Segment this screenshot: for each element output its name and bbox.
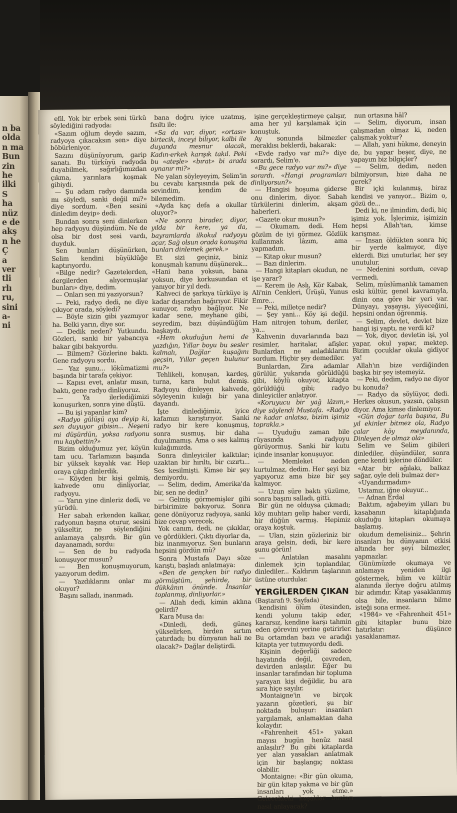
- paragraph: İşte dinlediğimiz, iyice kafamızı karıştırıyor. Sanki radyo bir kere konuşmuş, sonra susmuş, bir daha duyulmamış. Ama o ses kalmış kulağımızda.: [153, 407, 250, 453]
- paragraph: — Kapısı evet, anlatır mısın, baktı, gene radyo dinliyoruz.: [52, 379, 149, 395]
- left-page-fragment: ver: [2, 264, 16, 274]
- paragraph: — Ya ilerlediğimizi konuşurken, sonra yine düştü.: [53, 393, 150, 410]
- left-page-fragment: S: [2, 188, 8, 199]
- left-page-fragment: ilki: [2, 179, 16, 190]
- paragraph: — Onları sen mi yazıyorsun?: [55, 291, 143, 300]
- left-page-fragment: akş: [2, 226, 17, 237]
- paragraph: Bundan sonra seni dinlerken hep radyoyu düşündüm. Ne de olsa bir dost sesi vardı, duyduk.: [51, 217, 148, 248]
- paragraph: — Nedenini sordum, cevap vermedi.: [351, 265, 448, 282]
- left-page-fragment: a-: [2, 311, 11, 321]
- paragraph: — Dedik neden? Yutkundu. Gözleri, sanki bir yabancıya bakar gibi bakıyordu.: [52, 327, 149, 351]
- paragraph: — Bazı dinlerim.: [255, 260, 307, 268]
- left-page-fragment: rlı: [2, 282, 12, 293]
- paragraph: — Şey yani... Köy işi değil. Ham nitrojen tohum, deriler, ya...: [252, 311, 349, 334]
- paragraph: «Ben de gençken bir radyo görmüştüm, şehirde, bir dükkânın önünde. İnsanlar toplanmış, dinliyorlar.»: [154, 569, 252, 600]
- paragraph: okudum demelisiniz... Şehrin insanları bu dünyanın etkisi altında her şeyi bilmezler, yapmazlar.: [354, 530, 451, 561]
- paragraph: — Sen de bu radyoda konuşuyor musun?: [54, 548, 151, 564]
- left-page-fragment: n ba: [2, 123, 21, 133]
- paragraph: «1984» ve «Fahrenheit 451» gibi kitaplar bunu bize hatırlatır: düşünce yasaklanamaz.: [355, 611, 452, 642]
- left-page-fragment: Ç: [2, 245, 9, 256]
- text-column-4: [350, 112, 453, 795]
- left-page-fragment: olda: [2, 132, 21, 143]
- paragraph: — Memleket neden kurtulmaz, dedim. Her şeyi biz yapıyoruz ama bize bir şey kalmıyor.: [253, 457, 350, 488]
- paragraph: nun ortasına hâl?: [354, 112, 408, 120]
- paragraph: Et sizi geçiniz, biniz konuşmalı kanunu düşünerek... «Hani bana yoksun, bana yoksun, diye korkusundan et yanıyor bir yıl dedi.: [151, 253, 248, 291]
- paragraph: Selim, müslümanlık tamamen eski kültür, genel kavramıyla, dinin ona göre bir yeri var. Dünyayı, yaşayışı, yiyeceğini, hepsini ondan öğrenmiş.: [351, 280, 449, 319]
- magazine-page: [38, 106, 457, 811]
- left-page-edge: [0, 96, 28, 800]
- paragraph: — Hangi kitapları okudun, ne işe yarar?: [251, 266, 348, 283]
- paragraph: «Ne sonra birader, diyor, yılda bir kere, ya da, bayramlarda ilkokul radyoyu açar, Sağ olsun orada konuşma bunları dinlemek gerek.»: [151, 216, 248, 255]
- paragraph: — Bu işi yapanlar kim?: [57, 408, 128, 417]
- paragraph: — Bilmem? Gözlerine baktı. Gene radyoyu sordu.: [52, 349, 149, 366]
- paragraph: — Peki, radyo dedi, ne diye çıkıyor orada, söyledi?: [52, 298, 149, 314]
- paragraph: — Kerem ile Aslı, Kör Kabak, Ali'nin Cenkleri, Ürüşü, Yunus Emre...: [251, 281, 348, 305]
- paragraph: — Ben konuşmuyorum, yazıyorum dedim.: [54, 562, 151, 579]
- paragraph: «Uyandırmadım»: [357, 479, 412, 487]
- paragraph: — Radyo da söylüyor, dedi. Herkes okusun, yazsın, çalışsın diyor. Ama kimse dinlemiyor.: [353, 390, 450, 414]
- left-page-fragment: e de: [2, 217, 20, 227]
- paragraph: Selim ve Selim gibileri dinlediler, düşündüler, sonra gene kendi işlerine döndüler.: [353, 442, 450, 465]
- left-page-fragment: nüz: [2, 207, 18, 218]
- paragraph: «Ayda kaç defa a okullar oluyor?»: [151, 201, 248, 218]
- paragraph: Kişinin değerliği sadece hayatında değil, çevreden, devirden anlaşılır. Eğer bu insanlar tarafından bir topluma yarayan kişi değildir, bu ara sıra hiçe sayılır.: [255, 648, 353, 693]
- paragraph: — Yaz şunu... lökümatizmi başında bir tarafa çekiyor.: [52, 364, 149, 380]
- paragraph: Sonra Mustafa Dayı söze karıştı, başladı anlatmaya:: [154, 554, 251, 570]
- paragraph: «Sazım oğlum deyde sazım, radyoya çıkacaksın sen» diye böbürleniyor.: [50, 129, 147, 153]
- paragraph: — Yok, diyor, devletin işi, yol yapar, okul yapar, mektep. Bizim çocuklar okula gidiyor ya!: [352, 332, 449, 363]
- paragraph: Ustamız, iğne okuyur...: [357, 486, 429, 495]
- paragraph: — Allah, yani hükme, deneyin de, bu yapar beşer, diye, ne yapayım biz bilgiçler?: [350, 141, 447, 164]
- paragraph: — Anlatılan masalını dinlemek için toplandılar, dinlediler... Kaldırım taşlarının üstüne oturdular.: [254, 553, 351, 584]
- paragraph: Bizim olduğumuz yer, köyün tam ucu. Tarlamızın başında bir yüksek kayalık var. Hep oraya çıkıp dinlerdik.: [53, 445, 150, 476]
- paragraph: — Selim, diyorum, insan çalışmadan olmaz ki, neden çalışmak yoktur?: [350, 119, 447, 142]
- paragraph: — Kitap okur musun?: [255, 252, 322, 261]
- paragraph: Kahveci de şarkıya türküye iş kadar dışarıdan bağırıyor. Fikir sunuyor, radyo bağlıyor. Ne kadar sene, meyhane gibi, seyredim, bazı düşündüğüm başkaydı.: [151, 290, 249, 335]
- paragraph: «Gün doğar tarla başına, Bu yıl ekinler bitmez ola, Radyo çalar köy meydanında, Dinleyen de olmaz ola»: [353, 412, 450, 443]
- paragraph: — Böyle sizin gibi yazmıyor ha. Belki yarın, diye sor.: [52, 313, 149, 329]
- text-column-2: [150, 114, 253, 797]
- paragraph: «Sa da var, diyor, «ortası» birtecik, inceyi biliyor, kalbi ile duyanda mesnur olacak, Kadın-erkek karışık takıl. Peki bu «ateşle» «bırat» bi arada oynanır mi?»: [150, 128, 247, 174]
- left-page-fragment: ha: [2, 198, 13, 209]
- paragraph: Ne yalan söyleyeyim, Selim'in bu cevabı karşısında pek de sevindim, kendim de bilemedim.: [150, 172, 247, 203]
- paragraph: — Şu adam radyo damında mı söyledi, sanki değil mi?» diye sordum. «Ben sesini dinledim deyip» dedi.: [50, 188, 148, 219]
- paragraph: Allah'ın bize verdiğinden başka bir şey istemeyiz.: [352, 361, 449, 377]
- paragraph: — Selim, devlet, devlet bize hangi işi yaptı, ne verdi ki?: [352, 317, 449, 333]
- left-page-fragment: ru,: [2, 292, 15, 303]
- paragraph: — Yarın yine dinleriz dedi, ve yürüdü.: [54, 496, 151, 513]
- paragraph: «Radyo gülüşü aya deyip ki, sen duyuyor gibisin... Neşeni mi düşürdün, yoksa radyonu mu kaybettin?»: [53, 415, 150, 446]
- paragraph: «Evde radyo var mı?» diye sorardı, Selim'e.: [250, 149, 347, 165]
- left-page-fragment: zin: [2, 160, 15, 171]
- paragraph: kendisini ölüm ötesinden, kendi yolunu takip eder, kararsız, kendine karşı tahmin eden görevini yerine getirirler. Bu ortamdan bazı ve aradığı kitapta yer tutmuyordu dedi.: [255, 604, 352, 649]
- left-page-fragment: n ma: [2, 141, 24, 152]
- paragraph: Yok canım, dedi, ne çıkıklar, ve gördükleri. Çıktı diyorlar da, biz inanmıyoruz. Sen bunların hepsini gördün mü?: [154, 525, 251, 556]
- left-page-fragment: Bun: [2, 151, 20, 162]
- paragraph: «Gazete okur musun?»: [255, 215, 326, 224]
- paragraph: — Ulan, sizin gözleriniz bir araya gelsin, dedi, bir kere şunu görün!: [254, 531, 351, 555]
- paragraph: — Uyuduğu zaman bile rüyasında radyoyu görüyormuş. Sanki bir kutu içinde insanlar konuşuyor.: [253, 428, 350, 459]
- paragraph: «Atar bir ağılakı, balkaz sağar, oyle deli bulmaz der»: [353, 464, 450, 480]
- left-page-fragment: ni: [2, 320, 11, 331]
- text-column-1: [50, 115, 153, 798]
- left-page-fragment: sini: [2, 301, 18, 312]
- paragraph: Sazını düşünüyorum, garip sanatı. Bu türküyü radyoda duyabilmek, sağırlığımızdan çıkma, yarınlara koşmak gibiydi.: [50, 151, 147, 189]
- paragraph: — Adnan Erdal: [358, 494, 405, 502]
- paragraph: «Fahrenheit 451» yakan mayısı bugün henüz nasıl anlaşılır? Bu gibi kitaplarda yer alan yasakları anlatmak için bir başlangıç noktası olabilir.: [256, 728, 353, 774]
- paragraph: «Bilge nedir? Gazetelerden, dergilerden alıyormuşlar bunları» diye, dedim.: [51, 269, 148, 292]
- paragraph: Baktım, ağabeyim yılları bu kasabanın kitaplığında okuduğu kitapları okumaya başlamış.: [354, 500, 451, 531]
- text-column-3: [250, 112, 354, 811]
- paragraph: — Uzun süre baktı yüzüme, sonra başını salladı, gitti.: [254, 487, 351, 503]
- paragraph: Günümüzde okumaya ve anlamaya yeniden ilgi göstermek, bilim ve kültür alanında ileriye doğru atılmış bir adımdır. Kitap yasaklanmış olsa bile, insanların bilme isteği sona ermez.: [354, 559, 452, 612]
- paragraph: — Yazdıklarını onlar mı okuyor?: [54, 577, 151, 593]
- paragraph: — Selim, dedim, neden bilmiyorsun, bize daha ne gerek?: [350, 163, 447, 186]
- paragraph: «Bu gece radyo var mı?» diye sorardı. «Hangi programları dinliyorsun?»: [250, 164, 347, 187]
- paragraph: Bir gün ne olduysa çıkmadı; köy muhtarı gelip haber verdi, bir düğün varmış. Hepimiz oraya koştuk.: [254, 501, 351, 533]
- paragraph: işine gerçekleştirmeye çalışır, ama her yıl karşılamak için konuştuk.: [250, 112, 347, 136]
- paragraph: — Okumam, dedi. Hem gözüm de iyi görmez. Gözlük kullanmak lâzım, ama yapmadım.: [251, 222, 348, 253]
- text-columns: [50, 112, 455, 811]
- paragraph: Başını salladı, inanmadı.: [59, 592, 134, 601]
- left-page-fragment: tli: [2, 273, 12, 284]
- paragraph: «Koruyucu bir yağ lâzım,» diye söylendi Mustafa. «Radyo ne kadar anlatsa, bizim işimiz toprakla.»: [253, 399, 350, 430]
- paragraph: Sonra dinleyiciler kalktılar; uzaktan bir hırıltı, bir cızırtı... Ses kesilmişti. Kimse bir şey demiyordu.: [153, 451, 250, 482]
- paragraph: Bir içki kulanmış, biraz kendisi ve yanıyor... Bizim o, gözü de...: [350, 185, 447, 208]
- paragraph: «Hem okuduğun hemi de yazdığın, Yıllar boyu bu sesler kalmalı, Dağlar kuşağını geçsin, Yıllar geçen bulunur mu?»: [152, 334, 249, 372]
- paragraph: — Köyden bir kişi gelmiş, kahvede onu dinliyorlar, radyoyu.: [53, 474, 150, 498]
- paragraph: Bunlardan, Zira adamlar görülür, yukarıda görüldüğü gibi, köylü okuyor, kitapta görüldüğü gibi; radyo dinleyiciler anlatıyor.: [252, 362, 349, 400]
- background-shadow: [40, 0, 450, 118]
- paragraph: Montaigne: «Bir gün okuma, bir gün kitap yakma ve bir gün insanları yok etme.» Gelecekteki kuşaklar bunları nasıl anlayacak?: [257, 772, 354, 811]
- left-page-fragment: he: [2, 170, 13, 180]
- paragraph: «Dinledi, dedi, güneş yükselirken, birden sırtım çatırdadı; bu dünyanın hali ne olacak?» Dağlar deliştirdi.: [155, 620, 252, 651]
- paragraph: — Allah dedi, kimin aklına gelirdi?: [155, 598, 252, 614]
- paragraph: Montaigne'in ve birçok yazarın gözetleri, şu bir noktada buluşur: insanları yargılamak, anlamaktan daha kolaydır.: [256, 692, 353, 730]
- paragraph: Tehlikeli, konuşan, kardeş, turna, kara bulut demiş. Radyoyu dinleyen kahvede, söyleyenin kulağı bir yana dayandı.: [152, 370, 250, 409]
- left-page-fragment: a: [2, 254, 7, 265]
- paragraph: — Peki, dedim, radyo ne diyor bu konuda?: [352, 376, 449, 392]
- paragraph: Ay sonunda bilmezler meraklısı beklerdi, bakarak:: [250, 134, 347, 151]
- section-heading: YERGİLERDEN ÇIKAN: [255, 585, 349, 597]
- paragraph: — Hangisi hoşuma giderse onu dinlerim, diyor. Sabah türkülerini dinlerim, akşam haberleri.: [250, 186, 348, 217]
- paragraph: Her sabah erkenden kalkar, radyonun başına oturur, sesini yükseltir, ne söylendiğini anlamaya çalışırdı. Bir gün dayanamadı, sordu:: [54, 511, 151, 549]
- paragraph: Sen bunları düşünürken, Selim kendini büyüklüğe kaptırıyordu.: [51, 247, 148, 270]
- paragraph: — Peki, milletçe nedir?: [256, 303, 327, 312]
- paragraph: Kahvenin duvarlarında bazı resimler, haritalar, afişler. Bunlardan ne anladıklarını sordum. Hiçbir şey demediler.: [252, 333, 349, 364]
- paragraph: bana doğru iyice uzatmış, fısıltı ile:: [150, 113, 247, 130]
- left-page-fragment: n he: [2, 235, 21, 246]
- paragraph: efil. Yok bir erbek seni türkü söylediğini radyoda:: [50, 114, 147, 131]
- paragraph: Dedi ki, ne ilmindim, dedi, hiç işimiz yok. İşlerimiz, işimizin hepsi Allah'tan, kimse karışmaz.: [351, 207, 448, 238]
- paragraph: — Gelmiş görmemişler gibi birbirimize bakıyoruz. Sonra gene dönüyoruz radyoya, sanki bize cevap verecek.: [154, 495, 251, 526]
- paragraph: — İnsan öldükten sonra hiç bir yerde kalmıyor, diye eklerdi. Bizi unuturlar, her şey unutulur.: [351, 236, 448, 267]
- paragraph: Kara Musa da:: [159, 613, 205, 622]
- section-subnote: (Baştarafı 9. Sayfada): [255, 597, 320, 605]
- paragraph: — Selim, dedim, Amerika'da bir, sen ne dedin?: [153, 480, 250, 497]
